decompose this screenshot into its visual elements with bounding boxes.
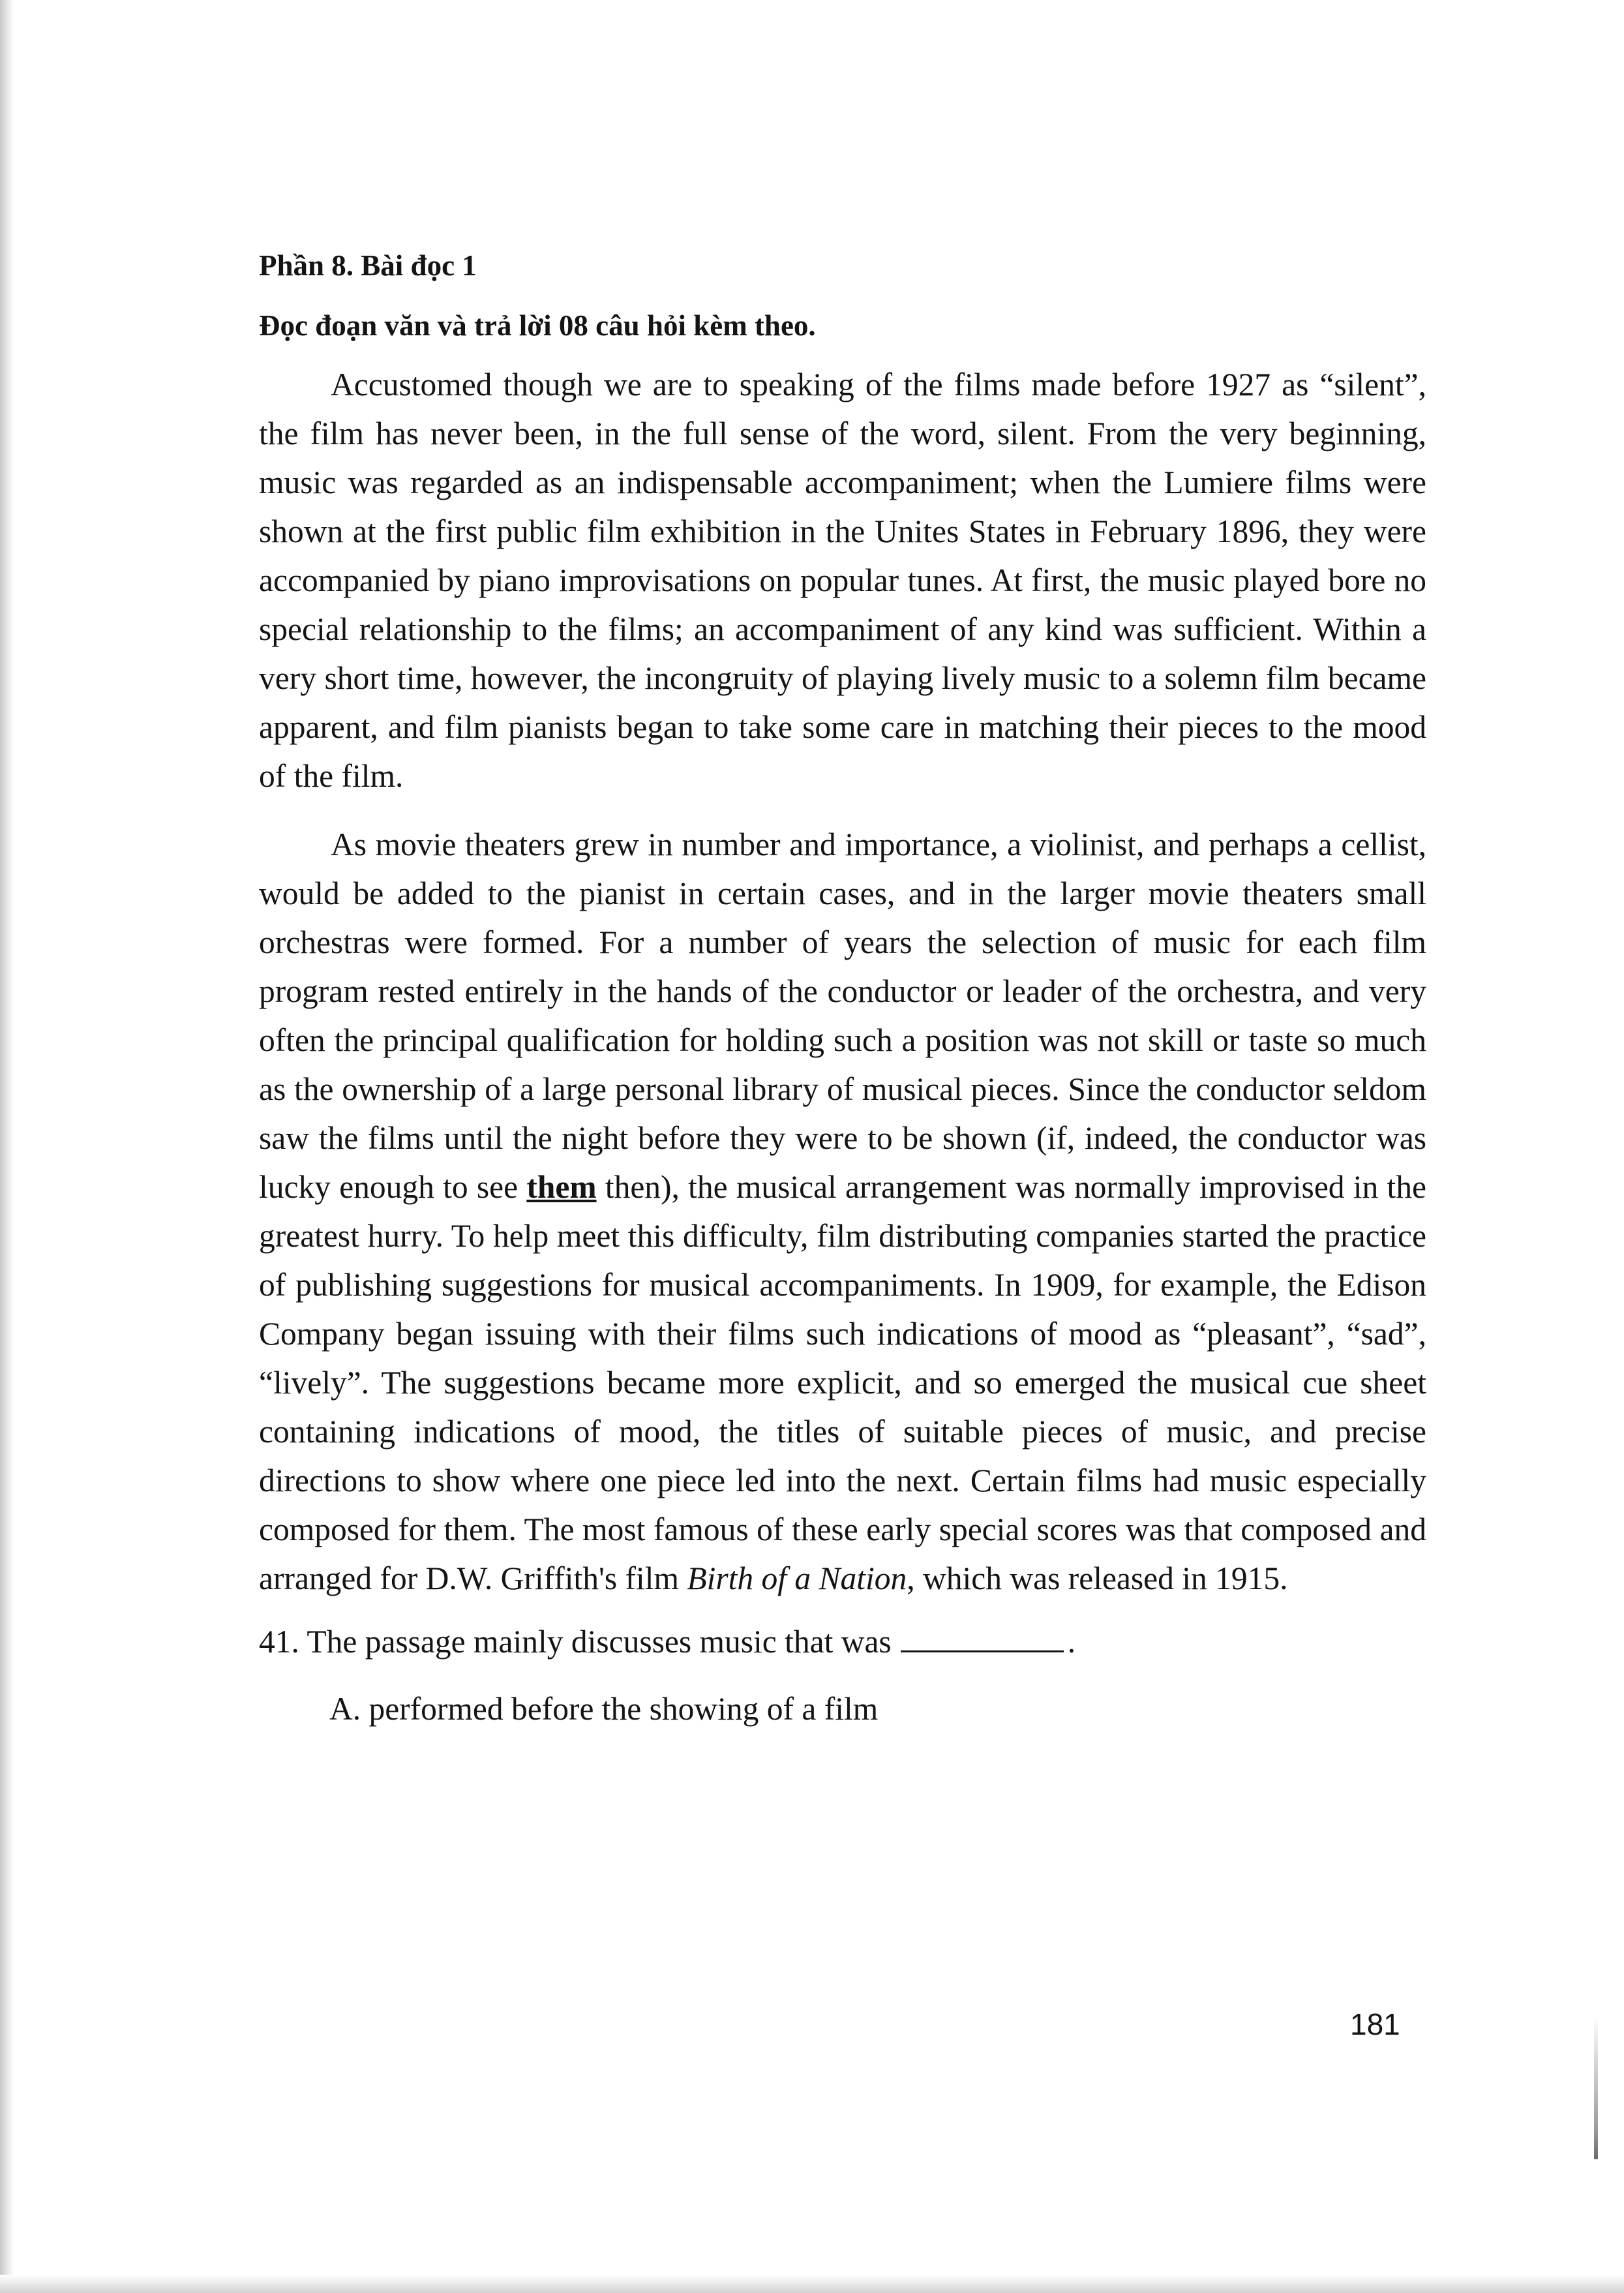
scan-edge-bottom bbox=[0, 2275, 1624, 2293]
film-title: Birth of a Nation bbox=[687, 1560, 907, 1596]
scan-edge-left bbox=[0, 0, 14, 2293]
question-41-text: 41. The passage mainly discusses music that was bbox=[259, 1624, 892, 1660]
referenced-word: them bbox=[526, 1169, 597, 1205]
scan-page-curl bbox=[1594, 2016, 1598, 2159]
page-content bbox=[259, 247, 1426, 1733]
paragraph-2-text-middle: then), the musical arrangement was normally improvised in the greatest hurry. To help meet this difficulty, film distributing companies started the practice of publishing suggestions for musical accompaniments. In 1909, for example, the Edison Company began issuing with their films such indications of mood as “pleasant”, “sad”, “lively”. The suggestions became more explicit, and so emerged the musical cue sheet containing indications of mood, the titles of suitable pieces of music, and precise directions to show where one piece led into the next. Certain films had music especially composed for them. The most famous of these early special scores was that composed and arranged for D.W. Griffith's film bbox=[259, 1169, 1426, 1596]
page-number: 181 bbox=[1350, 2007, 1400, 2041]
passage-paragraph-2 bbox=[259, 820, 1426, 1603]
answer-blank bbox=[901, 1622, 1064, 1652]
option-a: A. performed before the showing of a film bbox=[329, 1691, 879, 1727]
paragraph-2-text-end: , which was released in 1915. bbox=[907, 1560, 1288, 1596]
section-title: Phần 8. Bài đọc 1 bbox=[259, 249, 477, 282]
paragraph-2-text-start: As movie theaters grew in number and importance, a violinist, and perhaps a cellist, would be added to the pianist in certain cases, and in the larger movie theaters small orchestras were formed. For a number of years the selection of music for each film program rested entirely in the hands of the conductor or leader of the orchestra, and very often the principal qualification for holding such a position was not skill or taste so much as the ownership of a large personal library of musical pieces. Since the conductor seldom saw the films until the night before they were to be shown (if, indeed, the conductor was lucky enough to see bbox=[259, 827, 1426, 1205]
question-41 bbox=[259, 1617, 1426, 1666]
passage-paragraph-1: Accustomed though we are to speaking of the films made before 1927 as “silent”, the film has never been, in the full sense of the word, silent. From the very beginning, music was regarded as an indispensable accompaniment; when the Lumiere films were shown at the first public film exhibition in the Unites States in February 1896, they were accompanied by piano improvisations on popular tunes. At first, the music played bore no special relationship to the films; an accompaniment of any kind was sufficient. Within a very short time, however, the incongruity of playing lively music to a solemn film became apparent, and film pianists began to take some care in matching their pieces to the mood of the film. bbox=[259, 367, 1426, 794]
question-41-end: . bbox=[1067, 1624, 1076, 1660]
reading-instruction: Đọc đoạn văn và trả lời 08 câu hỏi kèm theo. bbox=[259, 309, 816, 342]
